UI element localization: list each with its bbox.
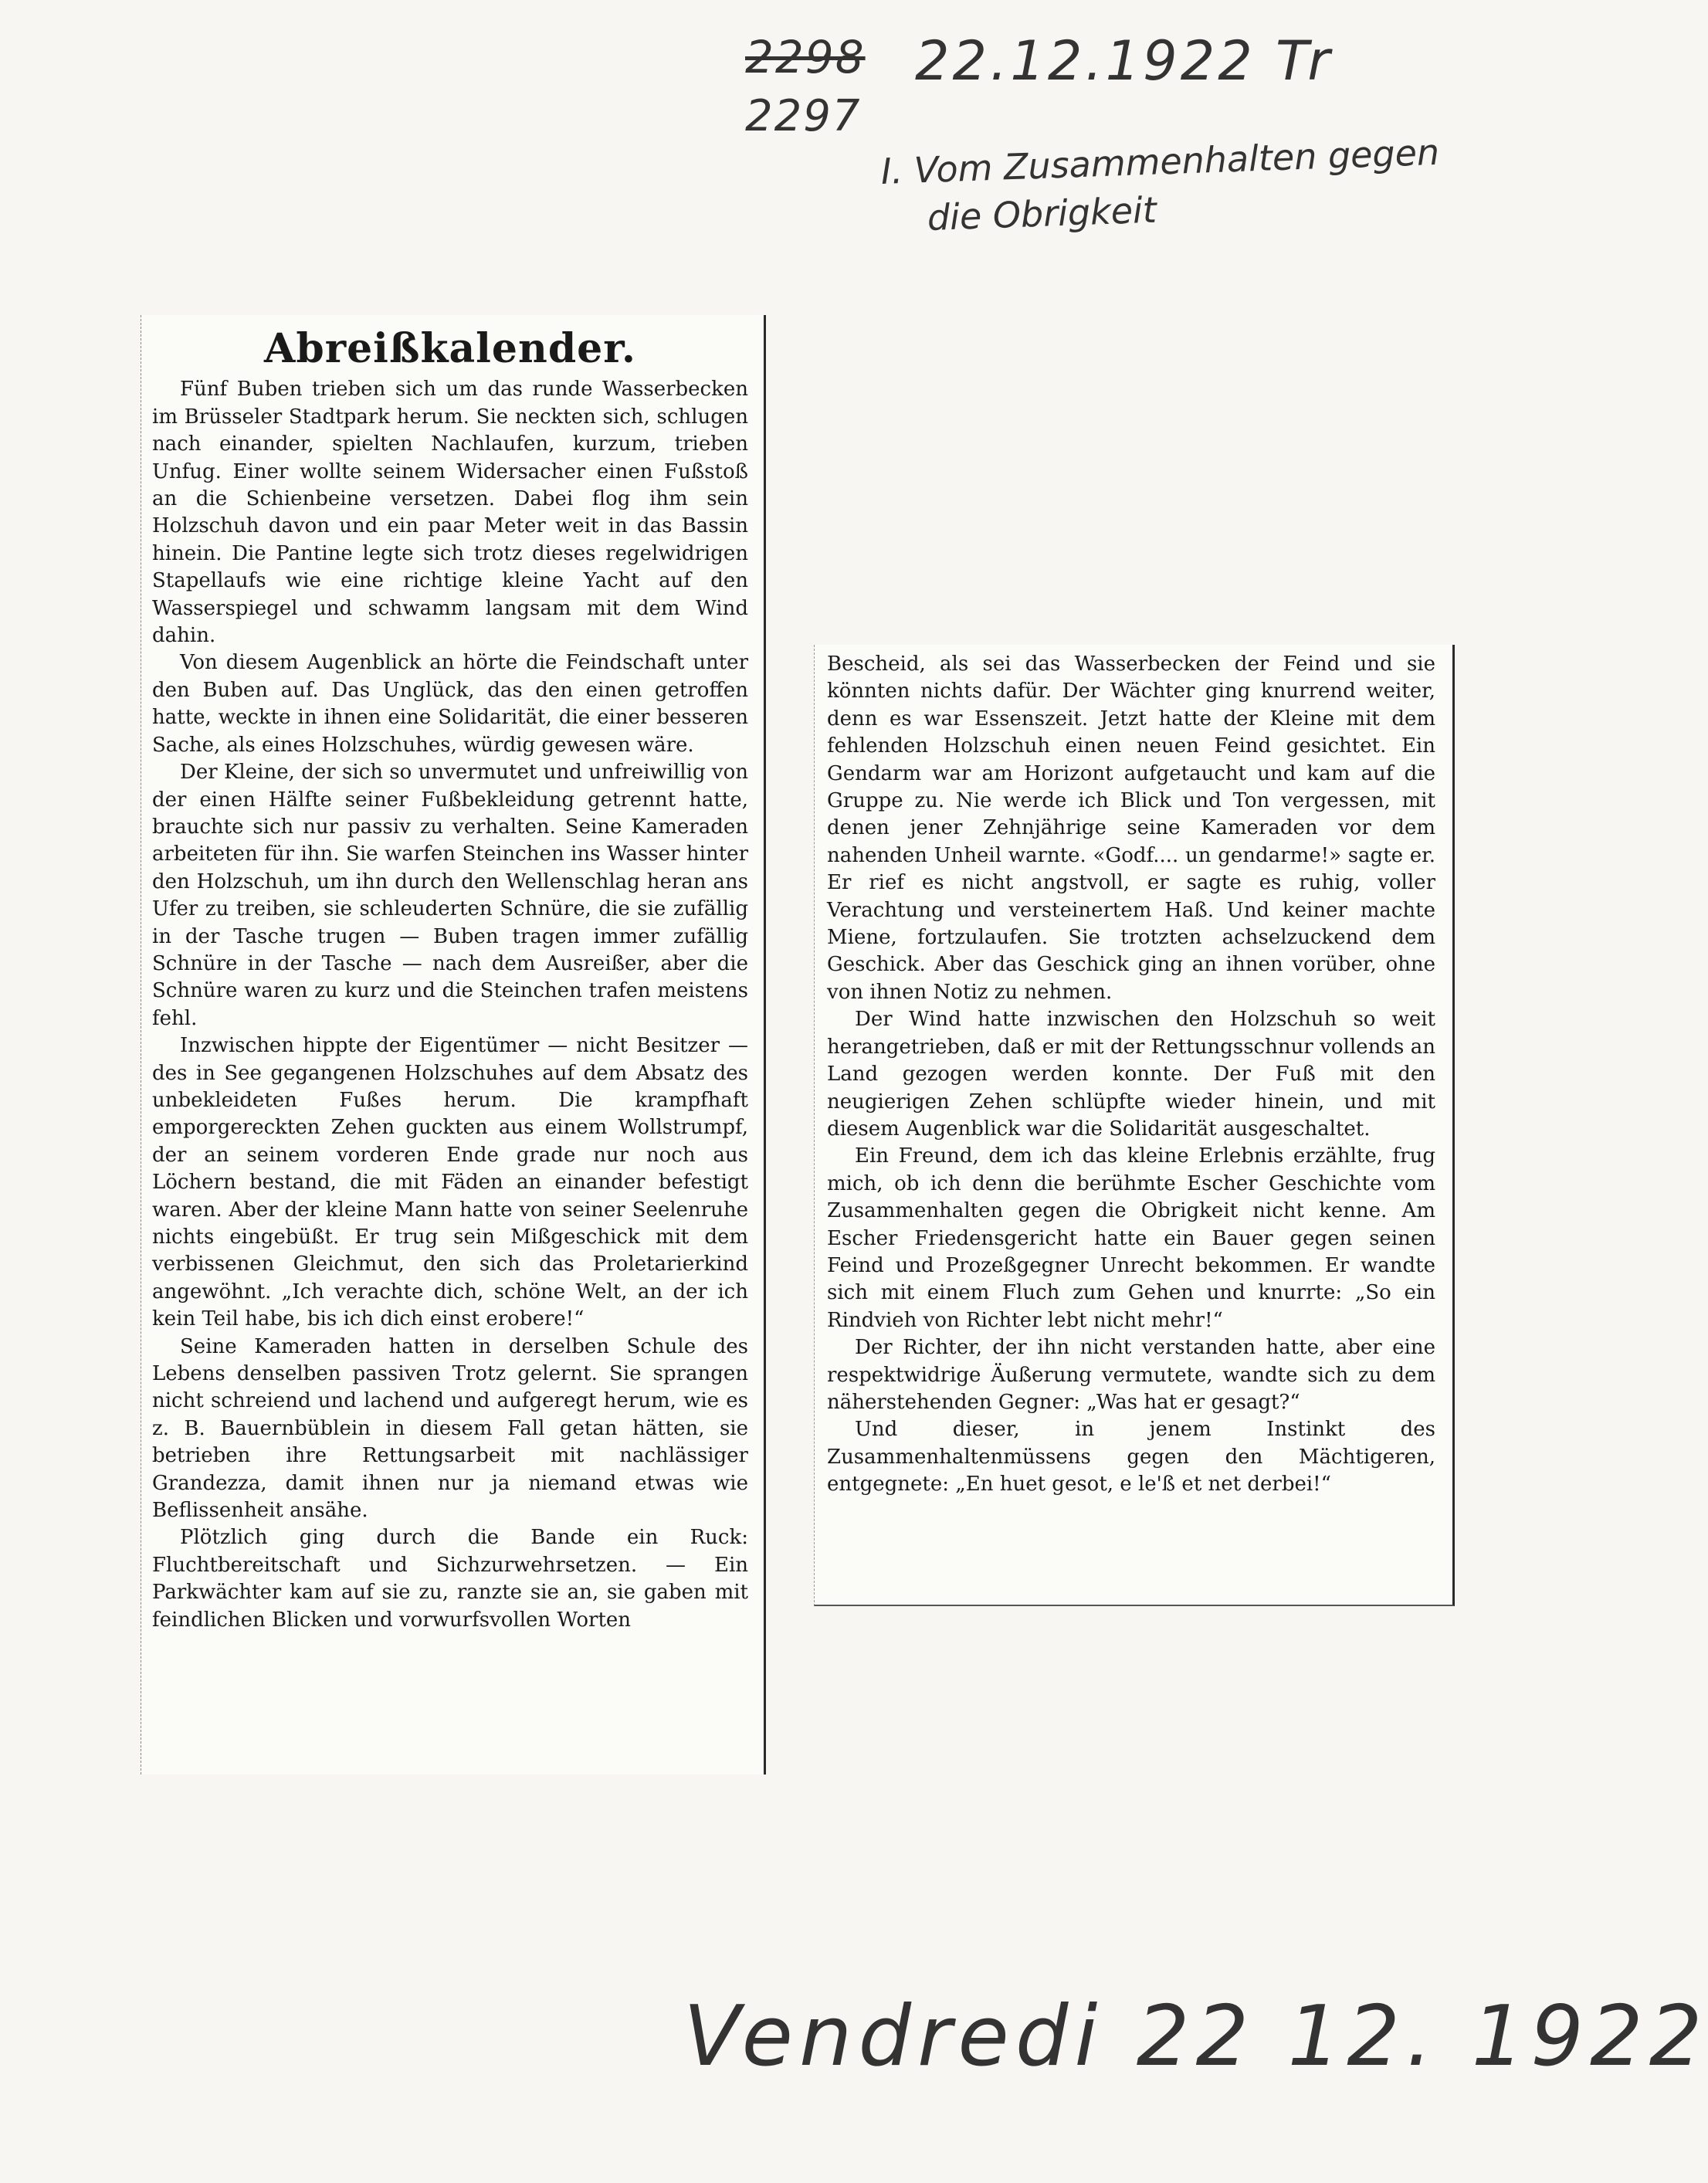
article-paragraph: Inzwischen hippte der Eigentümer — nicht Besitzer — des in See gegangenen Holzschuhes auf dem Absatz des unbekleideten Fußes herum. Die krampfhaft emporgereckten Zehen guckten aus einem Wollstrumpf, der an seinem vorderen Ende grade nur noch aus Löchern bestand, die mit Fäden an einander befestigt waren. Aber der kleine Mann hatte von seiner Seelenruhe nichts eingebüßt. Er trug sein Mißgeschick mit dem verbissenen Gleichmut, den sich das Proletarierkind angewöhnt. „Ich verachte dich, schöne Welt, an der ich kein Teil habe, bis ich dich einst erobere!“ bbox=[152, 1034, 748, 1331]
article-paragraph: Fünf Buben trieben sich um das runde Wasserbecken im Brüsseler Stadtpark herum. Sie neckten sich, schlugen nach einander, spielten Nachlaufen, kurzum, trieben Unfug. Einer wollte seinem Widersacher einen Fußstoß an die Schienbeine versetzen. Dabei flog ihm sein Holzschuh davon und ein paar Meter weit in das Bassin hinein. Die Pantine legte sich trotz dieses regelwidrigen Stapellaufs wie eine richtige kleine Yacht auf den Wasserspiegel und schwamm langsam mit dem Wind dahin. bbox=[152, 378, 748, 648]
clipping-right-column bbox=[814, 645, 1455, 1606]
clipping-left-column bbox=[141, 315, 766, 1775]
handwritten-date-top: 22.12.1922 Tr bbox=[915, 29, 1334, 93]
handwritten-date-bottom: Vendredi 22 12. 1922 bbox=[683, 1988, 1708, 2085]
article-paragraph: Plötzlich ging durch die Bande ein Ruck: Fluchtbereitschaft und Sichzurwehrsetzen. — Ein Parkwächter kam auf sie zu, ranzte sie an, sie gaben mit feindlichen Blicken und vorwurfsvollen Worten bbox=[152, 1526, 748, 1632]
article-paragraph: Der Kleine, der sich so unvermutet und unfreiwillig von der einen Hälfte seiner Fußbekleidung getrennt hatte, brauchte sich nur passiv zu verhalten. Seine Kameraden arbeiteten für ihn. Sie warfen Steinchen ins Wasser hinter den Holzschuh, um ihn durch den Wellenschlag heran ans Ufer zu treiben, sie schleuderten Schnüre, die sie zufällig in der Tasche trugen — Buben tragen immer zufällig Schnüre in der Tasche — nach dem Ausreißer, aber die Schnüre waren zu kurz und die Steinchen trafen meistens fehl. bbox=[152, 761, 748, 1030]
handwritten-id-struck: 2298 bbox=[745, 31, 866, 83]
article-paragraph: Von diesem Augenblick an hörte die Feindschaft unter den Buben auf. Das Unglück, das den einen getroffen hatte, weckte in ihnen eine Solidarität, die einer besseren Sache, als eines Holzschuhes, würdig gewesen wäre. bbox=[152, 651, 748, 757]
article-paragraph: Bescheid, als sei das Wasserbecken der Feind und sie könnten nichts dafür. Der Wächter ging knurrend weiter, denn es war Essenszeit. Jetzt hatte der Kleine mit dem fehlenden Holzschuh einen neuen Feind gesichtet. Ein Gendarm war am Horizont aufgetaucht und kam auf die Gruppe zu. Nie werde ich Blick und Ton vergessen, mit denen jener Zehnjährige seine Kameraden vor dem nahenden Unheil warnte. «Godf.... un gendarme!» sagte er. Er rief es nicht angstvoll, er sagte es ruhig, voller Verachtung und versteinertem Haß. Und keiner machte Miene, fortzulaufen. Sie trotzten achselzuckend dem Geschick. Aber das Geschick ging an ihnen vorüber, ohne von ihnen Notiz zu nehmen. bbox=[827, 653, 1435, 1004]
handwritten-note-line2: die Obrigkeit bbox=[927, 188, 1157, 239]
article-title: Abreißkalender. bbox=[264, 325, 636, 372]
article-paragraph: Ein Freund, dem ich das kleine Erlebnis erzählte, frug mich, ob ich denn die berühmte Escher Geschichte vom Zusammenhalten gegen die Obrigkeit nicht kenne. Am Escher Friedensgericht hatte ein Bauer gegen seinen Feind und Prozeßgegner Unrecht bekommen. Er wandte sich mit einem Fluch zum Gehen und knurrte: „So ein Rindvieh von Richter lebt nicht mehr!“ bbox=[827, 1144, 1435, 1332]
handwritten-note-line1: I. Vom Zusammenhalten gegen bbox=[880, 131, 1440, 192]
article-paragraph: Seine Kameraden hatten in derselben Schule des Lebens denselben passiven Trotz gelernt. Sie sprangen nicht schreiend und lachend und aufgeregt herum, wie es z. B. Bauernbüblein in diesem Fall getan hätten, sie betrieben ihre Rettungsarbeit mit nachlässiger Grandezza, damit ihnen nur ja niemand etwas wie Beflissenheit ansähe. bbox=[152, 1334, 748, 1523]
article-paragraph: Der Richter, der ihn nicht verstanden hatte, aber eine respektwidrige Äußerung vermutete, wandte sich zu dem näherstehenden Gegner: „Was hat er gesagt?“ bbox=[827, 1336, 1435, 1414]
handwritten-id: 2297 bbox=[745, 91, 862, 141]
article-paragraph: Der Wind hatte inzwischen den Holzschuh so weit herangetrieben, daß er mit der Rettungsschnur vollends an Land gezogen werden konnte. Der Fuß mit den neugierigen Zehen schlüpfte wieder hinein, und mit diesem Augenblick war die Solidarität ausgeschaltet. bbox=[827, 1008, 1435, 1141]
article-paragraph: Und dieser, in jenem Instinkt des Zusammenhaltenmüssens gegen den Mächtigeren, entgegnete: „En huet gesot, e le'ß et net derbei!“ bbox=[827, 1418, 1435, 1497]
